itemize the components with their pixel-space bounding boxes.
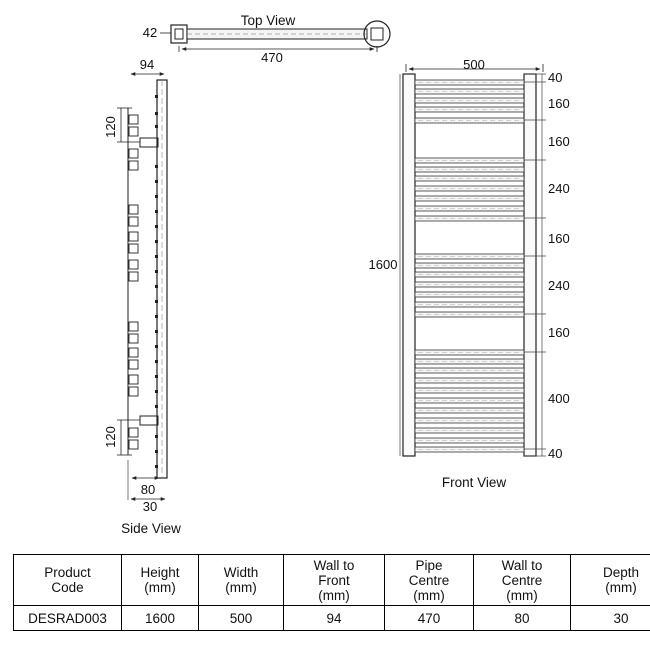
front-view-rails bbox=[415, 80, 524, 452]
front-view-spacing-label: 160 bbox=[548, 134, 570, 149]
spec-header-line: (mm) bbox=[225, 580, 257, 595]
front-view-label: Front View bbox=[441, 475, 507, 490]
spec-header-line: Wall to bbox=[501, 557, 543, 573]
spec-cell: 94 bbox=[284, 606, 385, 631]
side-view bbox=[103, 57, 181, 536]
front-view-width-dim: 500 bbox=[463, 57, 485, 72]
top-view-pipe-centre-dim: 470 bbox=[261, 50, 283, 65]
spec-header-line: (mm) bbox=[144, 580, 176, 595]
spec-header-cell bbox=[14, 555, 122, 606]
front-view-left-upright bbox=[403, 74, 415, 456]
spec-header-line: Height bbox=[140, 565, 180, 580]
spec-table bbox=[13, 554, 650, 631]
spec-header-cell bbox=[284, 555, 385, 606]
top-view-right-bracket bbox=[364, 21, 390, 47]
spec-header-line: (mm) bbox=[506, 587, 538, 603]
front-view-spacing-label: 160 bbox=[548, 96, 570, 111]
spec-header-line: Wall to bbox=[313, 557, 355, 573]
side-view-rail-profiles bbox=[129, 115, 138, 449]
spec-cell: 1600 bbox=[122, 606, 199, 631]
front-view-spacing-label: 160 bbox=[548, 325, 570, 340]
front-view-spacing-label: 40 bbox=[548, 446, 563, 461]
top-view bbox=[143, 13, 390, 65]
side-view-bottom-offset-dim: 120 bbox=[103, 426, 118, 448]
front-view-spacing-label: 40 bbox=[548, 70, 563, 85]
side-view-depth-dim: 30 bbox=[142, 499, 158, 514]
front-view-height-dim: 1600 bbox=[368, 257, 398, 272]
spec-header-line: Width bbox=[223, 565, 259, 580]
spec-header-line: Code bbox=[51, 580, 84, 595]
side-view-top-bracket bbox=[140, 138, 158, 147]
top-view-label: Top View bbox=[240, 13, 296, 28]
spec-header-line: (mm) bbox=[318, 587, 350, 603]
spec-header-line: Centre bbox=[501, 572, 543, 588]
spec-cell: 470 bbox=[385, 606, 474, 631]
spec-header-line: (mm) bbox=[605, 580, 637, 595]
spec-header-line: Centre bbox=[408, 572, 450, 588]
spec-header-cell bbox=[571, 555, 650, 606]
spec-header-line: Front bbox=[318, 572, 350, 588]
spec-header-row bbox=[14, 555, 650, 606]
front-view-spacing-label: 240 bbox=[548, 181, 570, 196]
spec-cell: 80 bbox=[474, 606, 571, 631]
spec-header-line: Pipe bbox=[415, 557, 443, 573]
side-view-label: Side View bbox=[121, 521, 181, 536]
spec-header-cell bbox=[385, 555, 474, 606]
front-view bbox=[369, 57, 570, 490]
top-view-left-bracket bbox=[171, 25, 187, 43]
spec-cell: 30 bbox=[571, 606, 650, 631]
spec-header-line: (mm) bbox=[413, 587, 445, 603]
top-view-depth-dim: 42 bbox=[142, 25, 158, 40]
spec-cell: DESRAD003 bbox=[14, 606, 122, 631]
spec-header-line: Depth bbox=[602, 565, 640, 580]
spec-header-cell bbox=[199, 555, 284, 606]
front-view-spacing-label: 400 bbox=[548, 391, 570, 406]
spec-cell: 500 bbox=[199, 606, 284, 631]
side-view-top-offset-dim: 120 bbox=[103, 116, 118, 138]
spec-data-row bbox=[14, 606, 650, 631]
front-view-spacing-label: 160 bbox=[548, 231, 570, 246]
side-view-wall-to-front-dim: 94 bbox=[139, 57, 155, 72]
front-view-spacing-label: 240 bbox=[548, 278, 570, 293]
side-view-wall-to-centre-dim: 80 bbox=[140, 482, 156, 497]
spec-header-cell bbox=[474, 555, 571, 606]
side-view-bottom-bracket bbox=[140, 416, 158, 425]
spec-header-cell bbox=[122, 555, 199, 606]
spec-header-line: Product bbox=[44, 565, 91, 580]
front-view-right-upright bbox=[524, 74, 536, 456]
